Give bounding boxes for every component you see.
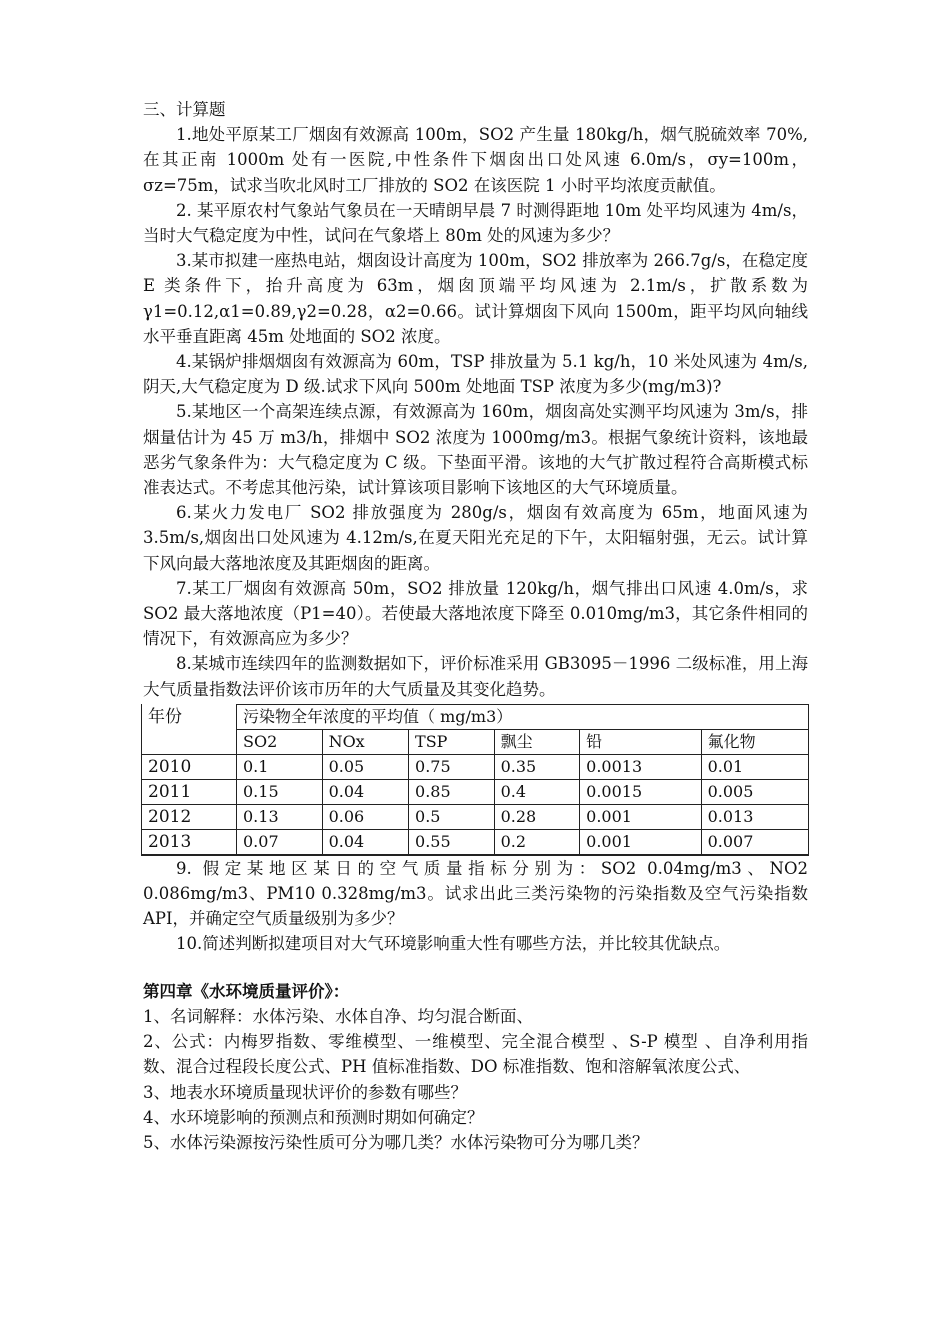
column-header: 氟化物 — [701, 729, 808, 754]
table-cell: 0.013 — [701, 804, 808, 829]
chapter-item-4: 4、水环境影响的预测点和预测时期如何确定？ — [143, 1107, 484, 1127]
table-row — [142, 779, 809, 804]
column-header: TSP — [409, 729, 495, 754]
column-header: 铅 — [580, 729, 701, 754]
table-cell: 0.001 — [580, 804, 701, 829]
question-6: 6.某火力发电厂 SO2 排放强度为 280g/s，烟囱有效高度为 65m，地面风速为 3.5m/s,烟囱出口处风速为 4.12m/s,在夏天阳光充足的下午，太阳辐射强，无云。试计算下风向最大落地浓度及其距烟囱的距离。 — [143, 503, 808, 573]
chapter-item-5: 5、水体污染源按污染性质可分为哪几类？水体污染物可分为哪几类？ — [143, 1132, 649, 1152]
table-cell: 0.55 — [409, 829, 495, 855]
table-cell: 0.0015 — [580, 779, 701, 804]
table-cell: 0.5 — [409, 804, 495, 829]
question-9: 9. 假定某地区某日的空气质量指标分别为：SO2 0.04mg/m3、NO2 0.086mg/m3、PM10 0.328mg/m3。试求出此三类污染物的污染指数及空气污染指数 API，并确定空气质量级别为多少？ — [143, 858, 808, 929]
question-10: 10.简述判断拟建项目对大气环境影响重大性有哪些方法，并比较其优缺点。 — [176, 934, 731, 954]
section-title: 三、计算题 — [143, 100, 226, 119]
question-7: 7.某工厂烟囱有效源高 50m，SO2 排放量 120kg/h，烟气排出口风速 4.0m/s，求 SO2 最大落地浓度（P1=40）。若使最大落地浓度下降至 0.010mg/m3，其它条件相同的情况下，有效源高应为多少？ — [143, 578, 808, 649]
table-header-row — [142, 704, 809, 729]
group-header: 污染物全年浓度的平均值（ mg/m3） — [237, 704, 809, 729]
table-cell: 0.85 — [409, 779, 495, 804]
chapter-item-1: 1、名词解释：水体污染、水体自净、均匀混合断面、 — [143, 1006, 533, 1026]
table-cell: 0.4 — [494, 779, 580, 804]
chapter-item-2: 2、公式：内梅罗指数、零维模型、一维模型、完全混合模型 、S-P 模型 、自净利用指数、混合过程段长度公式、PH 值标准指数、DO 标准指数、饱和溶解氧浓度公式、 — [143, 1032, 808, 1077]
question-3: 3.某市拟建一座热电站，烟囱设计高度为 100m，SO2 排放率为 266.7g/s，在稳定度 E 类条件下，抬升高度为 63m，烟囱顶端平均风速为 2.1m/s，扩散系数为 γ1=0.12,α1=0.89,γ2=0.28，α2=0.66。试计算烟囱下风向 1500m，距平均风向轴线水平垂直距离 45m 处地面的 SO2 浓度。 — [143, 251, 808, 346]
column-header: SO2 — [237, 729, 323, 754]
table-cell: 0.2 — [494, 829, 580, 855]
question-2: 2. 某平原农村气象站气象员在一天晴朗早晨 7 时测得距地 10m 处平均风速为 4m/s，当时大气稳定度为中性，试问在气象塔上 80m 处的风速为多少？ — [143, 200, 808, 246]
question-5: 5.某地区一个高架连续点源，有效源高为 160m，烟囱高处实测平均风速为 3m/s，排烟量估计为 45 万 m3/h，排烟中 SO2 浓度为 1000mg/m3。根据气象统计资料，该地最恶劣气象条件为：大气稳定度为 C 级。下垫面平滑。该地的大气扩散过程符合高斯模式标准表达式。不考虑其他污染，试计算该项目影响下该地区的大气环境质量。 — [143, 402, 808, 498]
table-cell: 0.15 — [237, 779, 323, 804]
question-4: 4.某锅炉排烟烟囱有效源高为 60m，TSP 排放量为 5.1 kg/h，10 米处风速为 4m/s,阴天,大气稳定度为 D 级.试求下风向 500m 处地面 TSP 浓度为多少(mg/m3)? — [143, 352, 808, 397]
pollution-data-table — [141, 704, 809, 856]
question-8: 8.某城市连续四年的监测数据如下，评价标准采用 GB3095－1996 二级标准，用上海大气质量指数法评价该市历年的大气质量及其变化趋势。 — [143, 654, 808, 699]
chapter-section — [143, 979, 808, 1155]
column-header: NOx — [322, 729, 408, 754]
year-header-continued — [142, 729, 237, 754]
table-column-row — [142, 729, 809, 754]
table-cell: 0.0013 — [580, 754, 701, 779]
table-row — [142, 804, 809, 829]
table-cell: 0.06 — [322, 804, 408, 829]
table-cell: 2012 — [142, 804, 237, 829]
table-cell: 0.005 — [701, 779, 808, 804]
table-cell: 0.28 — [494, 804, 580, 829]
table-cell: 0.75 — [409, 754, 495, 779]
table-cell: 0.1 — [237, 754, 323, 779]
chapter-item-3: 3、地表水环境质量现状评价的参数有哪些？ — [143, 1082, 467, 1102]
table-cell: 2013 — [142, 829, 237, 855]
table-cell: 0.04 — [322, 779, 408, 804]
question-1: 1.地处平原某工厂烟囱有效源高 100m，SO2 产生量 180kg/h，烟气脱硫效率 70%,在其正南 1000m 处有一医院,中性条件下烟囱出口处风速 6.0m/s，σy=100m，σz=75m，试求当吹北风时工厂排放的 SO2 在该医院 1 小时平均浓度贡献值。 — [143, 125, 808, 195]
table-cell: 0.05 — [322, 754, 408, 779]
year-header: 年份 — [142, 704, 237, 729]
document-content — [143, 97, 808, 1155]
table-cell: 2010 — [142, 754, 237, 779]
table-row — [142, 754, 809, 779]
table-cell: 0.001 — [580, 829, 701, 855]
column-header: 飘尘 — [494, 729, 580, 754]
table-cell: 0.01 — [701, 754, 808, 779]
table-cell: 0.13 — [237, 804, 323, 829]
table-cell: 0.35 — [494, 754, 580, 779]
table-cell: 0.04 — [322, 829, 408, 855]
table-cell: 0.07 — [237, 829, 323, 855]
table-row — [142, 829, 809, 855]
table-cell: 0.007 — [701, 829, 808, 855]
table-cell: 2011 — [142, 779, 237, 804]
chapter-title: 第四章《水环境质量评价》： — [143, 981, 350, 1001]
